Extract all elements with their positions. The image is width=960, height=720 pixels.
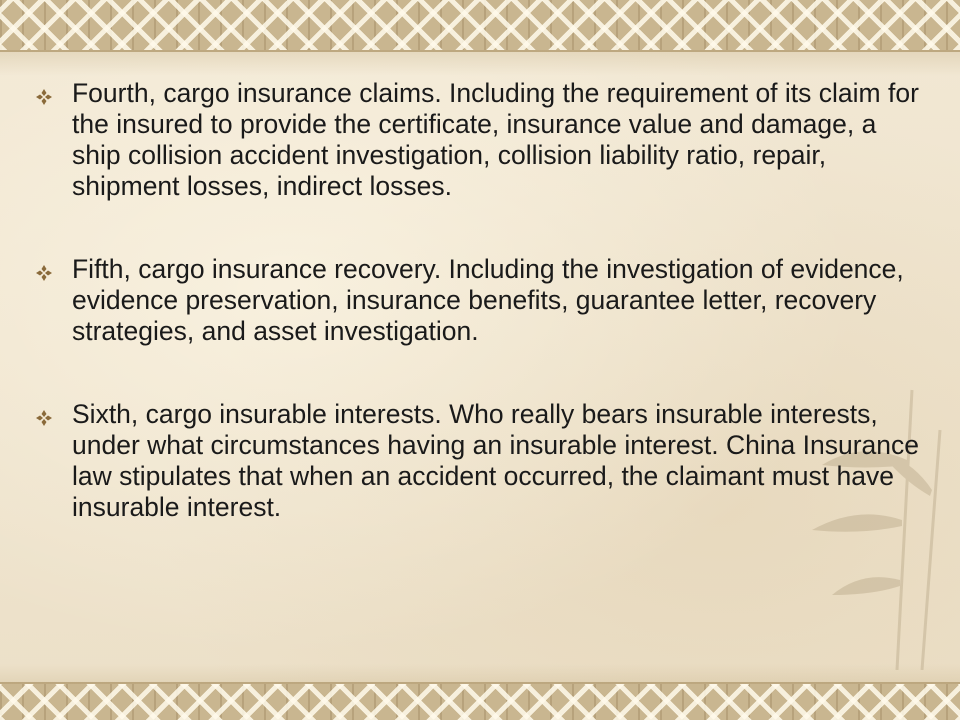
bullet-item-fourth <box>34 78 924 202</box>
four-diamond-bullet-icon <box>36 265 52 281</box>
bottom-knot-border <box>0 682 960 720</box>
four-diamond-bullet-icon <box>36 89 52 105</box>
bullet-text: Fifth, cargo insurance recovery. Including the investigation of evidence, evidence preservation, insurance benefits, guarantee letter, recovery strategies, and asset investigation. <box>72 254 904 346</box>
bullet-item-fifth <box>34 254 924 347</box>
bullet-item-sixth <box>34 399 924 523</box>
bullet-list <box>34 78 924 575</box>
four-diamond-bullet-icon <box>36 410 52 426</box>
top-knot-border <box>0 0 960 52</box>
bullet-text: Fourth, cargo insurance claims. Including the requirement of its claim for the insured to provide the certificate, insurance value and damage, a ship collision accident investigation, collision liability ratio, repair, shipment losses, indirect losses. <box>72 78 919 201</box>
bullet-text: Sixth, cargo insurable interests. Who really bears insurable interests, under what circumstances having an insurable interest. China Insurance law stipulates that when an accident occurred, the claimant must have insurable interest. <box>72 399 919 522</box>
